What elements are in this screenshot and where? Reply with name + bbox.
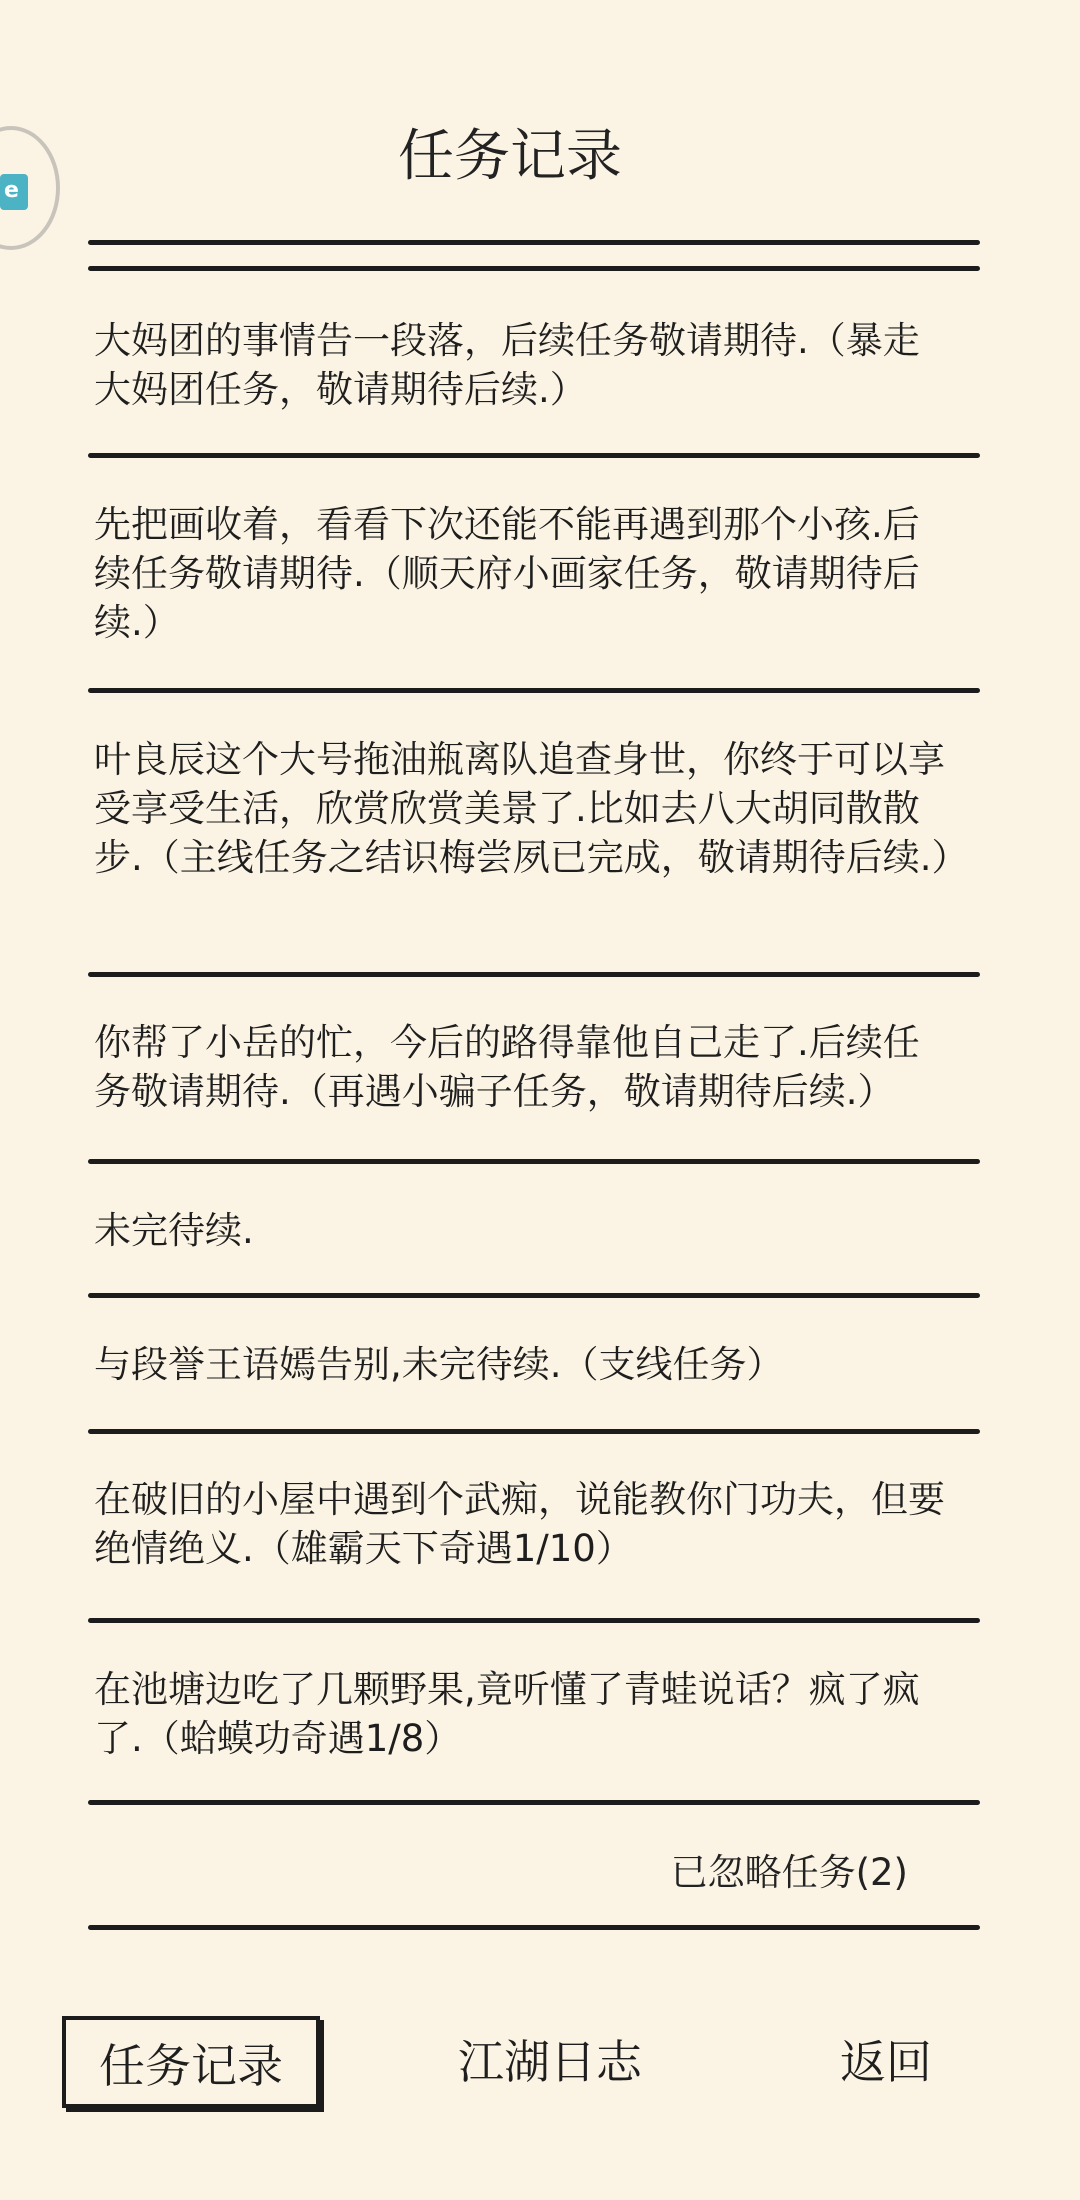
title-divider-top: [88, 240, 980, 245]
entry-divider: [88, 1293, 980, 1298]
quest-entry[interactable]: 大妈团的事情告一段落，后续任务敬请期待.（暴走大妈团任务，敬请期待后续.）: [94, 319, 920, 411]
quest-entry[interactable]: 未完待续.: [94, 1209, 254, 1252]
page-title: 任务记录: [398, 124, 622, 189]
title-divider-bottom: [88, 266, 980, 271]
tab-jianghu-journal[interactable]: 江湖日志: [458, 2035, 642, 2089]
entry-divider: [88, 688, 980, 693]
tab-quest-log[interactable]: 任务记录: [62, 2016, 320, 2108]
list-bottom-divider: [88, 1925, 980, 1930]
entry-divider: [88, 1159, 980, 1164]
quest-entry[interactable]: 你帮了小岳的忙，今后的路得靠他自己走了.后续任务敬请期待.（再遇小骗子任务，敬请期待后续.）: [94, 1021, 920, 1113]
entry-divider: [88, 1618, 980, 1623]
quest-entry[interactable]: 与段誉王语嫣告别,未完待续.（支线任务）: [94, 1343, 784, 1386]
entry-divider: [88, 1429, 980, 1434]
quest-entry[interactable]: 在池塘边吃了几颗野果,竟听懂了青蛙说话？疯了疯了.（蛤蟆功奇遇1/8）: [94, 1668, 920, 1760]
ignored-quests-link[interactable]: 已忽略任务(2): [670, 1851, 908, 1894]
quest-entry[interactable]: 在破旧的小屋中遇到个武痴，说能教你门功夫，但要绝情绝义.（雄霸天下奇遇1/10）: [94, 1478, 945, 1570]
back-button[interactable]: 返回: [840, 2035, 932, 2089]
logo-glyph: e: [4, 178, 19, 203]
entry-divider: [88, 453, 980, 458]
quest-entry[interactable]: 先把画收着，看看下次还能不能再遇到那个小孩.后续任务敬请期待.（顺天府小画家任务，敬请期待后续.）: [94, 503, 920, 644]
entry-divider: [88, 972, 980, 977]
quest-entry[interactable]: 叶良辰这个大号拖油瓶离队追查身世，你终于可以享受享受生活，欣赏欣赏美景了.比如去八大胡同散散步.（主线任务之结识梅尝夙已完成，敬请期待后续.）: [94, 738, 969, 879]
entry-divider: [88, 1800, 980, 1805]
